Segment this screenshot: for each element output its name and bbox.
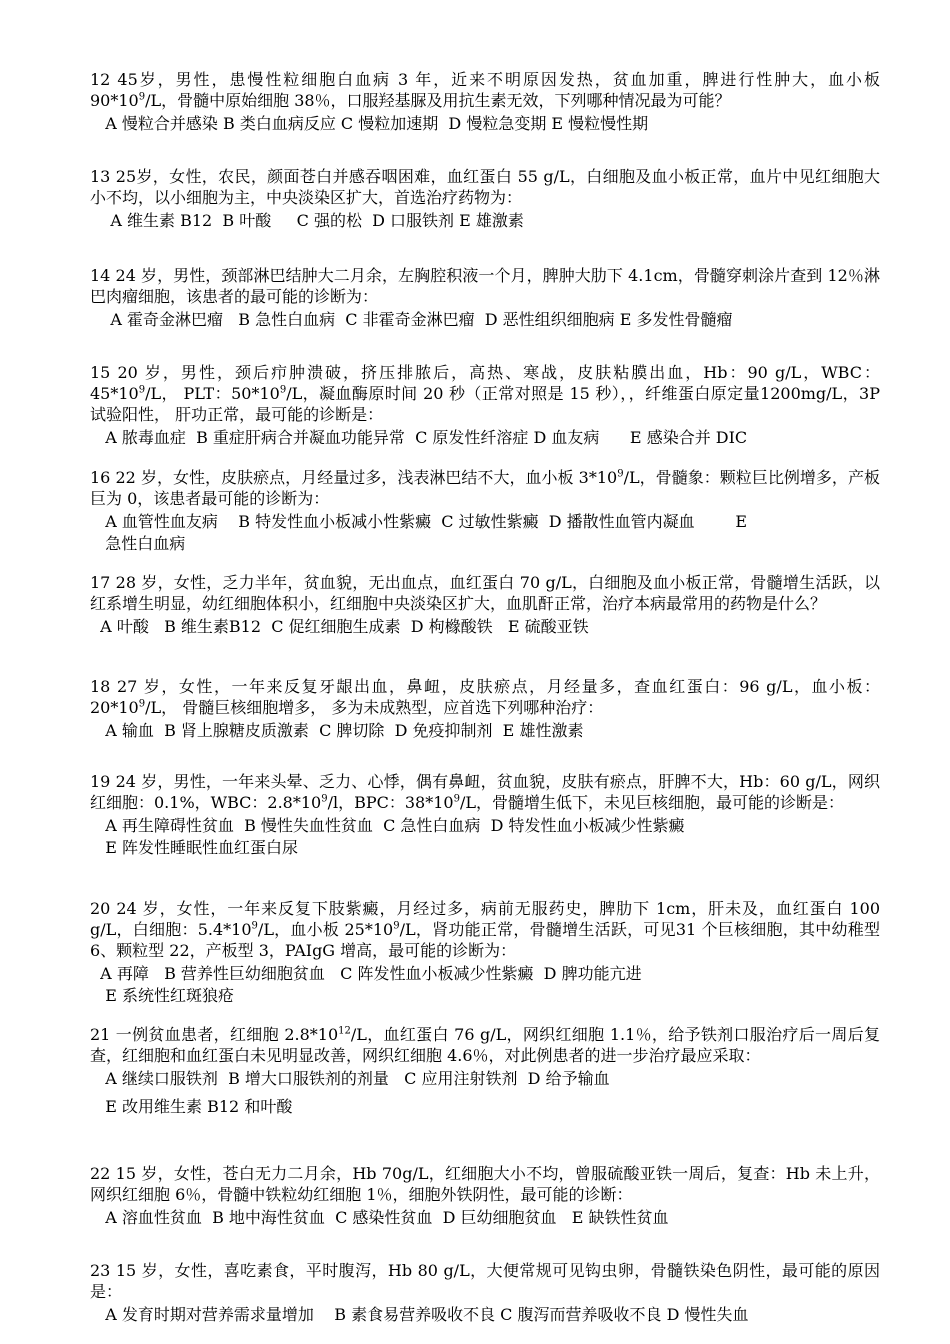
question-options: A 输血 B 肾上腺糖皮质激素 C 脾切除 D 免疫抑制剂 E 雄性激素	[90, 721, 584, 740]
question-stem: 12 45岁，男性，患慢性粒细胞白血病 3 年，近来不明原因发热，贫血加重，脾进行性肿大，血小板$90*10^9/L$，骨髓中原始细胞 38％，口服羟基脲及用抗生素无效，下列哪种情况最为可能？	[90, 70, 880, 110]
question-stem: 21 一例贫血患者，红细胞 $2.8*10^{12}/L$，血红蛋白 76 g/L，网织红细胞 1.1％，给予铁剂口服治疗后一周后复查，红细胞和血红蛋白未见明显改善，网织红细胞 4.6％，对此例患者的进一步治疗最应采取：	[90, 1025, 881, 1065]
question-19	[90, 771, 880, 859]
question-21	[90, 1024, 880, 1118]
question-options: A 再生障碍性贫血 B 慢性失血性贫血 C 急性白血病 D 特发性血小板减少性紫癜	[90, 816, 685, 835]
question-options: A 继续口服铁剂 B 增大口服铁剂的剂量 C 应用注射铁剂 D 给予输血	[90, 1069, 610, 1088]
question-stem: 20 24 岁，女性，一年来反复下肢紫癜，月经过多，病前无服药史，脾肋下 1cm，肝未及，血红蛋白 100 g/L，白细胞：$5.4*10^9/L$，血小板 $25*10^9/L$，肾功能正常，骨髓增生活跃，可见31 个巨核细胞，其中幼稚型 6、颗粒型 22，产板型 3，PAIgG 增高，最可能的诊断为：	[90, 899, 880, 960]
question-stem: 15 20 岁，男性，颈后疖肿溃破，挤压排脓后，高热、寒战，皮肤粘膜出血，Hb：90 g/L，WBC：$45*10^9/L$， PLT：$50*10^9/L$，凝血酶原时间 20 秒（正常对照是 15 秒），，纤维蛋白原定量1200mg/L，3P 试验阳性， 肝功正常，最可能的诊断是：	[90, 363, 880, 424]
question-options-cont: E 阵发性睡眠性血红蛋白尿	[90, 838, 299, 857]
question-options: A 叶酸 B 维生素B12 C 促红细胞生成素 D 枸橼酸铁 E 硫酸亚铁	[90, 617, 589, 636]
question-14	[90, 265, 880, 331]
question-options: A 血管性血友病 B 特发性血小板减小性紫癜 C 过敏性紫癜 D 播散性血管内凝血 E	[90, 512, 748, 531]
question-stem: 17 28 岁，女性，乏力半年，贫血貌，无出血点，血红蛋白 70 g/L，白细胞及血小板正常，骨髓增生活跃，以红系增生明显，幼红细胞体积小，红细胞中央淡染区扩大，血肌酐正常，治疗本病最常用的药物是什么？	[90, 573, 880, 613]
question-22	[90, 1163, 880, 1229]
question-15	[90, 362, 880, 449]
question-stem: 23 15 岁，女性，喜吃素食，平时腹泻，Hb 80 g/L，大便常规可见钩虫卵，骨髓铁染色阴性，最可能的原因是：	[90, 1261, 880, 1301]
question-options: A 发育时期对营养需求量增加 B 素食易营养吸收不良 C 腹泻而营养吸收不良 D 慢性失血	[90, 1305, 749, 1324]
question-stem: 14 24 岁，男性，颈部淋巴结肿大二月余，左胸腔积液一个月，脾肿大肋下 4.1cm，骨髓穿刺涂片查到 12％淋巴肉瘤细胞，该患者的最可能的诊断为：	[90, 266, 880, 306]
question-23	[90, 1260, 880, 1326]
question-12	[90, 69, 880, 135]
question-options: A 脓毒血症 B 重症肝病合并凝血功能异常 C 原发性纤溶症 D 血友病 E 感染合并 DIC	[90, 428, 748, 447]
question-stem: 16 22 岁，女性，皮肤瘀点，月经量过多，浅表淋巴结不大，血小板 $3*10^9/L$，骨髓象：颗粒巨比例增多，产板巨为 0，该患者最可能的诊断为：	[90, 468, 880, 508]
question-options-cont: E 系统性红斑狼疮	[90, 986, 235, 1005]
question-13	[90, 166, 880, 232]
question-options-cont: E 改用维生素 B12 和叶酸	[90, 1097, 293, 1116]
question-options: A 溶血性贫血 B 地中海性贫血 C 感染性贫血 D 巨幼细胞贫血 E 缺铁性贫血	[90, 1208, 669, 1227]
question-options: A 维生素 B12 B 叶酸 C 强的松 D 口服铁剂 E 雄激素	[90, 211, 524, 230]
question-stem: 22 15 岁，女性，苍白无力二月余，Hb 70g/L，红细胞大小不均，曾服硫酸亚铁一周后，复查：Hb 未上升，网织红细胞 6％，骨髓中铁粒幼红细胞 1％，细胞外铁阴性，最可能的诊断：	[90, 1164, 880, 1204]
question-stem: 18 27 岁，女性，一年来反复牙龈出血，鼻衄，皮肤瘀点，月经量多，查血红蛋白：96 g/L，血小板：$20*10^9/L$， 骨髓巨核细胞增多， 多为未成熟型，应首选下列哪种治疗：	[90, 677, 880, 717]
question-stem: 13 25岁，女性，农民，颜面苍白并感吞咽困难，血红蛋白 55 g/L，白细胞及血小板正常，血片中见红细胞大小不均，以小细胞为主，中央淡染区扩大，首选治疗药物为：	[90, 167, 880, 207]
question-20	[90, 898, 880, 1007]
question-options-cont: 急性白血病	[90, 534, 186, 553]
question-17	[90, 572, 880, 638]
question-options: A 慢粒合并感染 B 类白血病反应 C 慢粒加速期 D 慢粒急变期 E 慢粒慢性期	[90, 114, 649, 133]
question-options: A 再障 B 营养性巨幼细胞贫血 C 阵发性血小板减少性紫癜 D 脾功能亢进	[90, 964, 642, 983]
question-options: A 霍奇金淋巴瘤 B 急性白血病 C 非霍奇金淋巴瘤 D 恶性组织细胞病 E 多发性骨髓瘤	[90, 310, 733, 329]
question-18	[90, 676, 880, 742]
question-16	[90, 467, 880, 555]
question-stem: 19 24 岁，男性，一年来头晕、乏力、心悸，偶有鼻衄，贫血貌，皮肤有瘀点，肝脾不大，Hb：60 g/L，网织红细胞：0.1%，WBC：$2.8*10^9/l$，BPC：$38*10^9/L$，骨髓增生低下，未见巨核细胞，最可能的诊断是：	[90, 772, 880, 812]
